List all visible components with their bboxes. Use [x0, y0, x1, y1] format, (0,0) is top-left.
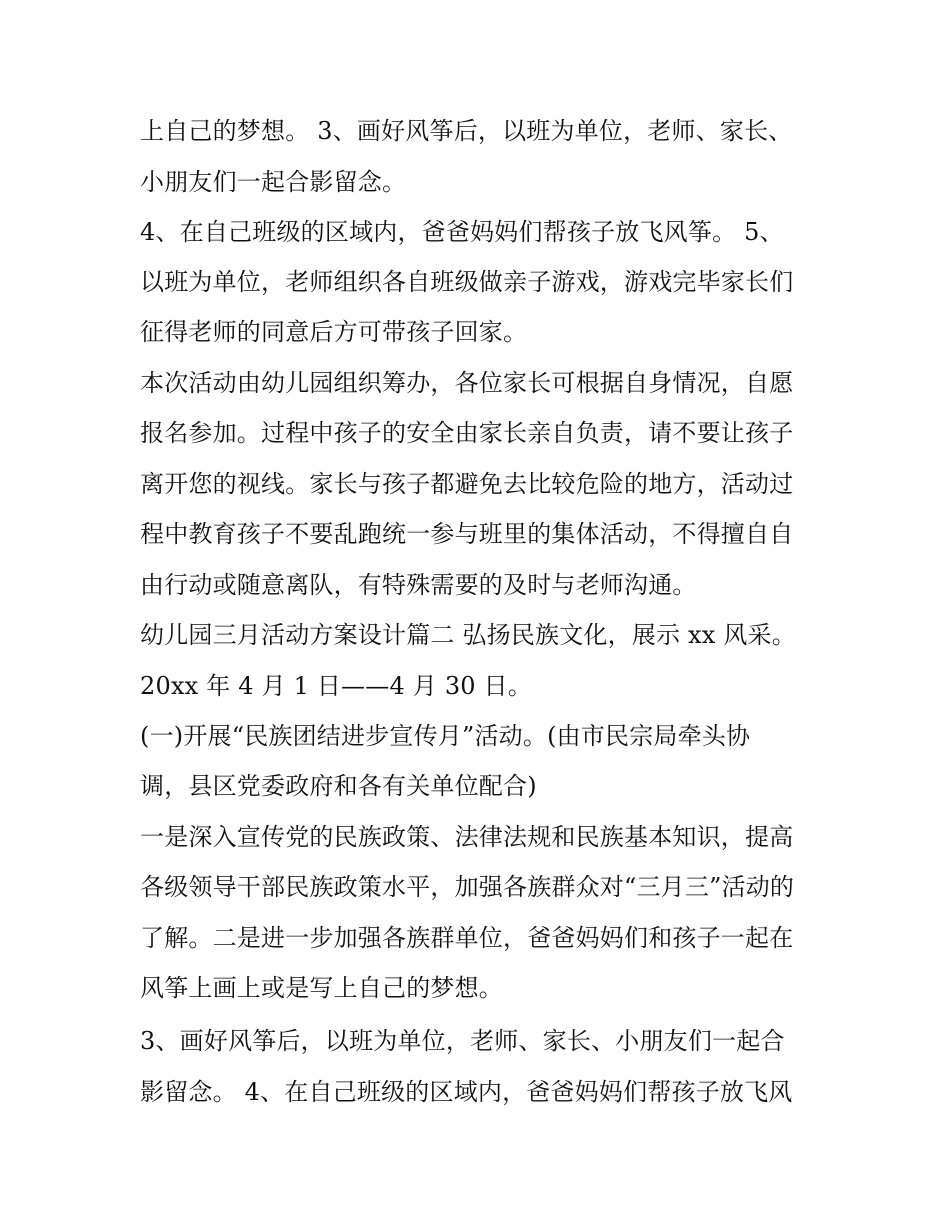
text-line: 小朋友们一起合影留念。: [140, 168, 407, 196]
text-line: 程中教育孩子不要乱跑统一参与班里的集体活动，不得擅自自: [140, 520, 794, 548]
text-line: 报名参加。过程中孩子的安全由家长亲自负责，请不要让孩子: [140, 419, 794, 447]
text-line: 4、在自己班级的区域内，爸爸妈妈们帮孩子放飞风筝。 5、: [140, 218, 784, 246]
text-line: 由行动或随意离队，有特殊需要的及时与老师沟通。: [140, 571, 697, 599]
text-line: 影留念。 4、在自己班级的区域内，爸爸妈妈们帮孩子放飞风: [140, 1078, 793, 1106]
text-line: (一)开展“民族团结进步宣传月”活动。(由市民宗局牵头协: [140, 722, 751, 750]
text-line: 征得老师的同意后方可带孩子回家。: [140, 318, 528, 346]
text-line: 了解。二是进一步加强各族群单位，爸爸妈妈们和孩子一起在: [140, 924, 794, 952]
text-line: 调，县区党委政府和各有关单位配合): [140, 772, 537, 800]
text-line: 各级领导干部民族政策水平，加强各族群众对“三月三”活动的: [140, 873, 795, 901]
text-line: 20xx 年 4 月 1 日——4 月 30 日。: [140, 672, 532, 700]
text-line: 幼儿园三月活动方案设计篇二 弘扬民族文化，展示 xx 风采。: [140, 621, 796, 649]
text-line: 风筝上画上或是写上自己的梦想。: [140, 974, 503, 1002]
text-line: 本次活动由幼儿园组织筹办，各位家长可根据自身情况，自愿: [140, 369, 794, 397]
text-line: 以班为单位，老师组织各自班级做亲子游戏，游戏完毕家长们: [140, 268, 794, 296]
text-line: 离开您的视线。家长与孩子都避免去比较危险的地方，活动过: [140, 470, 794, 498]
text-line: 3、画好风筝后，以班为单位，老师、家长、小朋友们一起合: [140, 1027, 785, 1055]
text-line: 上自己的梦想。 3、画好风筝后，以班为单位，老师、家长、: [140, 117, 793, 145]
text-line: 一是深入宣传党的民族政策、法律法规和民族基本知识，提高: [140, 823, 794, 851]
